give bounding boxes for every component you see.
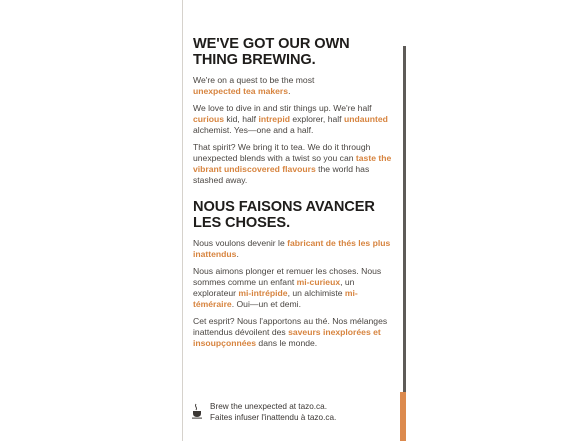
highlight: unexpected tea makers bbox=[193, 86, 289, 96]
text: kid, half bbox=[224, 114, 259, 124]
english-paragraph-2 bbox=[193, 103, 393, 136]
highlight: fabricant de thés les plus inattendus bbox=[193, 238, 391, 259]
text: . bbox=[288, 86, 291, 96]
text: . bbox=[236, 249, 239, 259]
text: Cet esprit? Nous l'apportons au thé. Nos mélanges inattendus dévoilent des bbox=[193, 316, 388, 337]
text: We love to dive in and stir things up. We're half bbox=[193, 103, 372, 113]
text: dans le monde. bbox=[256, 338, 318, 348]
text: alchemist. Yes—one and a half. bbox=[193, 125, 314, 135]
english-heading-line: WE'VE GOT OUR OWN bbox=[193, 36, 350, 52]
french-heading-line: LES CHOSES. bbox=[193, 215, 291, 231]
highlight: mi-intrépide bbox=[238, 288, 288, 298]
english-paragraph-1 bbox=[193, 75, 393, 97]
footer-line-en: Brew the unexpected at tazo.ca. bbox=[210, 402, 327, 411]
highlight: saveurs inexplorées et insoupçonnées bbox=[193, 327, 381, 348]
english-paragraph-3 bbox=[193, 142, 393, 186]
highlight: intrepid bbox=[258, 114, 290, 124]
english-heading-line: THING BREWING. bbox=[193, 52, 316, 68]
panel-accent-edge bbox=[400, 392, 406, 441]
text: , un explorateur bbox=[193, 277, 355, 298]
french-paragraph-1 bbox=[193, 238, 393, 260]
footer-text bbox=[210, 402, 336, 423]
highlight: mi-téméraire bbox=[193, 288, 358, 309]
text: Nous voulons devenir le bbox=[193, 238, 288, 248]
text: We're on a quest to be the most bbox=[193, 75, 315, 85]
text: the world has stashed away. bbox=[193, 164, 370, 185]
highlight: curious bbox=[193, 114, 225, 124]
highlight: taste the vibrant undiscovered flavours bbox=[193, 153, 392, 174]
footer-line-fr: Faites infuser l'inattendu à tazo.ca. bbox=[210, 412, 337, 422]
text: , un alchimiste bbox=[287, 288, 345, 298]
french-paragraph-3 bbox=[193, 316, 393, 349]
english-heading bbox=[193, 36, 393, 68]
french-heading-line: NOUS FAISONS AVANCER bbox=[193, 199, 375, 215]
text: . Oui—un et demi. bbox=[231, 299, 301, 309]
french-paragraph-2 bbox=[193, 266, 393, 310]
highlight: mi-curieux bbox=[296, 277, 341, 287]
text: explorer, half bbox=[289, 114, 344, 124]
panel-content bbox=[193, 36, 393, 355]
tea-cup-icon bbox=[192, 403, 202, 419]
highlight: undaunted bbox=[343, 114, 388, 124]
french-heading bbox=[193, 199, 393, 231]
panel-side-edge bbox=[403, 46, 406, 392]
text: Nous aimons plonger et remuer les choses. Nous sommes comme un enfant bbox=[193, 266, 382, 287]
text: That spirit? We bring it to tea. We do it through unexpected blends with a twist so you can bbox=[193, 142, 371, 163]
